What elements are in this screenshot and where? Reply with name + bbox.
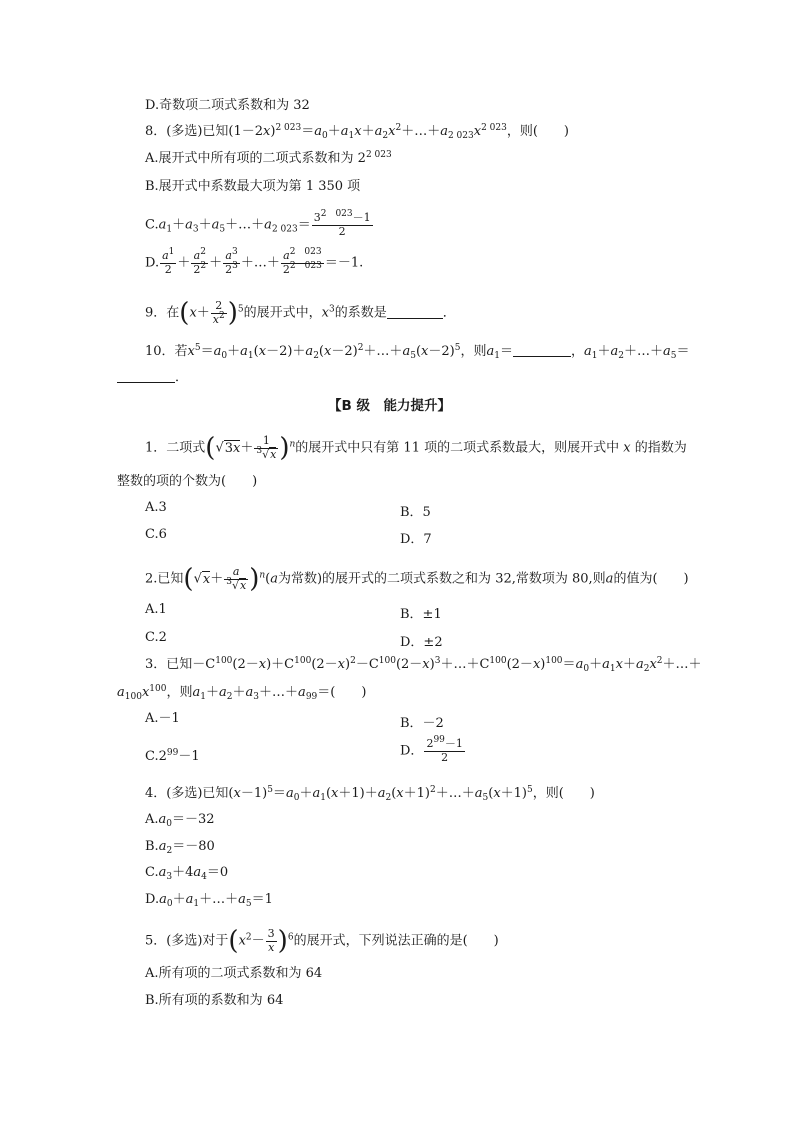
b4-option-d-tail: ＝1 xyxy=(251,892,273,907)
q10-mid2: ＝ xyxy=(499,344,513,359)
b2-option-b: B．±1 xyxy=(400,607,442,622)
q10-sep: ， xyxy=(570,344,584,359)
q8-stem: 8．(多选)已知$(1-2x)^{2 023}=a_0+a_1x+a_2x^2+\dots+a_{2 023}x^{2 023}$，则( ) xyxy=(145,123,569,141)
b5-option-a: A.所有项的二项式系数和为 64 xyxy=(145,966,323,981)
q8-eq: ＝ xyxy=(301,124,315,139)
b3-option-c-exp: 99 xyxy=(166,748,179,758)
q8-exp: 2 023 xyxy=(275,123,302,133)
b2-prefix: 2.已知 xyxy=(145,571,184,587)
b5-prefix: 5．(多选)对于 xyxy=(145,933,229,949)
q8-option-d: D. $\frac{a^1}{2}$ ＋ $\frac{a^2}{2^2}$ ＋ $\frac{a^3}{2^3}$ ＋…＋ $\frac{a^{2 023}}{2^{2 023}}$ ＝－1. xyxy=(145,247,364,276)
q9-stem: 9．在(x＋ $\frac{2}{x^2}$ )$^5$的展开式中，$x^3$的系数是 ． xyxy=(145,298,456,329)
b2-stem: 2.已知(√x＋ $\frac{a}{^3√x}$ )$^n$(a为常数)的展开式的二项式系数之和为 32,常数项为 80,则a的值为( ) xyxy=(145,564,689,595)
q10-answer-blank-1[interactable] xyxy=(513,344,571,357)
q8-option-c-fraction xyxy=(312,209,373,238)
q8-stem-prefix: 8．(多选)已知(1－2 xyxy=(145,124,264,139)
b3-line2-end: ＝( ) xyxy=(317,685,367,700)
b3-option-d-num-exp: 99 xyxy=(433,735,445,745)
q8-option-c: $C.a_1+a_3+a_5+\dots+a_{2 023}=$ $\frac{3^{2 023}-1}{2}$ xyxy=(145,209,371,238)
b3-prefix: 3．已知－C xyxy=(145,657,216,672)
b5-option-b: B.所有项的系数和为 64 xyxy=(145,993,284,1008)
b1-option-d: D．7 xyxy=(400,532,432,547)
q8-c-num: 3 xyxy=(313,211,321,224)
b2-option-c: C.2 xyxy=(145,630,167,645)
q10-prefix: 10．若 xyxy=(145,344,188,359)
q8-option-a-exp: 2 023 xyxy=(365,150,392,160)
b4-prefix: 4．(多选)已知 xyxy=(145,786,229,801)
b5-stem: 5．(多选)对于($x^2-$ $\frac{3}{x}$ )$^6$的展开式，下列说法正确的是( ) xyxy=(145,926,499,957)
b4-option-a-prefix: A. xyxy=(145,812,159,827)
b1-option-b: B．5 xyxy=(400,505,431,520)
q9-prefix: 9．在 xyxy=(145,305,180,321)
b2-mid: ( xyxy=(265,571,271,587)
q8-stem-suffix: ，则( ) xyxy=(506,124,569,139)
q8-c-num-exp: 2 023 xyxy=(320,209,353,219)
b3-option-d-prefix: D． xyxy=(400,743,424,759)
b1-option-a: A.3 xyxy=(145,500,167,515)
b3-option-c-tail: －1 xyxy=(178,749,200,764)
q7-option-d: D.奇数项二项式系数和为 32 xyxy=(145,98,310,113)
b4-option-a: $A.a_0=-32$ xyxy=(145,812,215,829)
q8-c-num-tail: －1 xyxy=(352,211,371,224)
b1-line2: 整数的项的个数为( ) xyxy=(117,474,258,489)
b4-option-b: $B.a_2=-80$ xyxy=(145,839,215,856)
b4-option-d: $D.a_0+a_1+\dots+a_5=1$ xyxy=(145,892,273,909)
q10-line2 xyxy=(117,370,188,385)
b1-prefix: 1．二项式 xyxy=(145,440,206,456)
b3-line2-suffix: ，则 xyxy=(166,685,193,700)
q8-option-d-prefix: D. xyxy=(145,255,160,271)
b1-stem: 1．二项式(√3x＋ $\frac{1}{^3√x}$ )$^n$的展开式中只有第 11 项的二项式系数最大，则展开式中 x 的指数为 xyxy=(145,433,687,464)
b5-suffix: 的展开式，下列说法正确的是( ) xyxy=(293,933,499,949)
b1-suffix: 的展开式中只有第 11 项的二项式系数最大，则展开式中 xyxy=(295,440,620,456)
b4-option-c: $C.a_3+4a_4=0$ xyxy=(145,865,229,882)
b3-line2: $a_{100}x^{100}$，则$a_1+a_2+a_3+\dots+a_{99}=$( ) xyxy=(117,684,367,702)
q8-option-d-tail: ＝－1. xyxy=(324,255,364,271)
section-b-title: 【B 级 能力提升】 xyxy=(328,398,451,414)
b3-option-d: D． $\frac{2^{99}-1}{2}$ xyxy=(400,735,463,764)
q8-exp-2: 2 023 xyxy=(481,123,507,133)
q8-c-den: 2 xyxy=(338,224,346,238)
q9-end: ． xyxy=(442,305,456,321)
q9-suffix: 的展开式中， xyxy=(243,305,322,321)
b4-option-b-tail: ＝－80 xyxy=(172,839,215,854)
q8-option-c-prefix: C. xyxy=(145,217,159,233)
b3-option-b: B．－2 xyxy=(400,716,444,731)
b4-end: ，则( ) xyxy=(532,786,595,801)
b3-option-a: A.－1 xyxy=(145,711,180,726)
q10-stem: 10．若$x^5=a_0+a_1(x-2)+a_2(x-2)^2+\dots+a_5(x-2)^5$，则$a_1=$ ，$a_1+a_2+\dots+a_5=$ xyxy=(145,343,690,361)
q10-end: ． xyxy=(175,370,189,385)
b4-option-c-tail: ＝0 xyxy=(206,865,229,880)
b4-stem: 4．(多选)已知$(x-1)^5=a_0+a_1(x+1)+a_2(x+1)^2+\dots+a_5(x+1)^5$，则( ) xyxy=(145,785,595,803)
q9-answer-blank[interactable] xyxy=(387,306,443,319)
q8-stem-mid: ) xyxy=(270,124,276,139)
b4-option-a-tail: ＝－32 xyxy=(172,812,215,827)
q8-option-b: B.展开式中系数最大项为第 1 350 项 xyxy=(145,179,361,194)
q10-answer-blank-2[interactable] xyxy=(117,370,175,383)
b4-option-b-prefix: B. xyxy=(145,839,159,854)
q9-exp: 5 xyxy=(237,304,244,315)
b3-option-c xyxy=(145,750,200,764)
b1-option-c: C.6 xyxy=(145,527,167,542)
b2-option-a: A.1 xyxy=(145,602,167,617)
b2-suffix: 的值为( ) xyxy=(613,571,689,587)
q10-mid: ，则 xyxy=(460,344,487,359)
b4-option-d-prefix: D. xyxy=(145,892,160,907)
q10-eq: ＝ xyxy=(676,344,690,359)
q9-suffix2: 的系数是 xyxy=(334,305,387,321)
q8-option-a xyxy=(145,152,392,166)
b2-option-d: D．±2 xyxy=(400,635,443,650)
b1-suffix2: 的指数为 xyxy=(634,440,687,456)
b4-option-c-prefix: C. xyxy=(145,865,159,880)
b2-mid2: 为常数)的展开式的二项式系数之和为 32,常数项为 80,则 xyxy=(277,571,606,587)
q8-option-a-text: A.展开式中所有项的二项式系数和为 2 xyxy=(145,151,366,166)
b3-option-c-prefix: C.2 xyxy=(145,749,167,764)
b3-stem: 3．已知$-C^{100}(2-x)+C^{100}(2-x)^2-C^{100}(2-x)^3+\dots+C^{100}(2-x)^{100}=a_0+a_1x+a_2x^2+\dots+$ xyxy=(145,656,702,674)
